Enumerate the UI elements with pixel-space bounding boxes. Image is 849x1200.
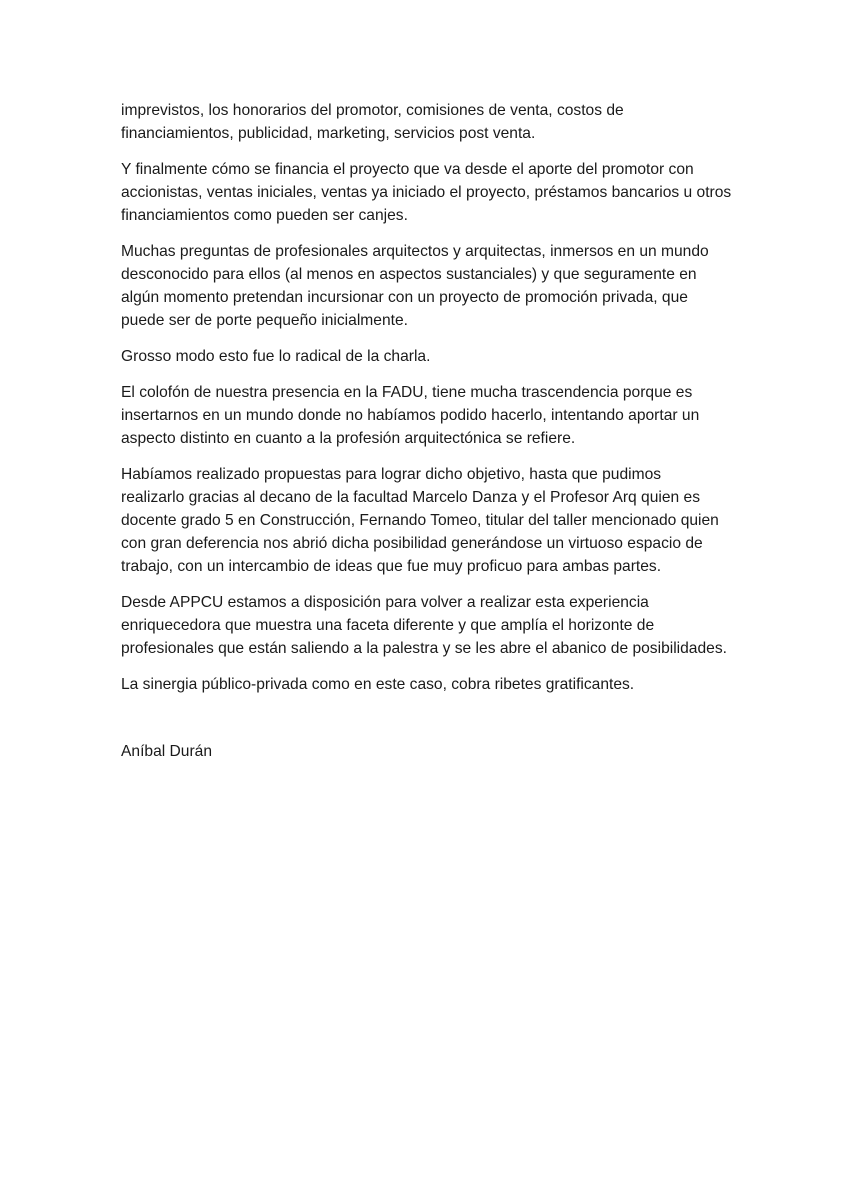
text-line: aspecto distinto en cuanto a la profesión arquitectónica se refiere. <box>121 430 576 447</box>
text-line: financiamientos como pueden ser canjes. <box>121 207 408 224</box>
text-line: La sinergia público-privada como en este caso, cobra ribetes gratificantes. <box>121 676 635 693</box>
text-line: Y finalmente cómo se financia el proyecto que va desde el aporte del promotor con <box>121 161 694 178</box>
text-line: imprevistos, los honorarios del promotor, comisiones de venta, costos de <box>121 102 624 119</box>
document-body <box>121 99 739 763</box>
text-line: docente grado 5 en Construcción, Fernando Tomeo, titular del taller mencionado quien <box>121 512 719 529</box>
paragraph-summary <box>121 345 739 368</box>
text-line: Grosso modo esto fue lo radical de la charla. <box>121 348 431 365</box>
text-line: financiamientos, publicidad, marketing, servicios post venta. <box>121 125 536 142</box>
paragraph-costs <box>121 99 739 145</box>
text-line: profesionales que están saliendo a la palestra y se les abre el abanico de posibilidades. <box>121 640 727 657</box>
text-line: enriquecedora que muestra una faceta diferente y que amplía el horizonte de <box>121 617 655 634</box>
text-line: desconocido para ellos (al menos en aspectos sustanciales) y que seguramente en <box>121 266 697 283</box>
paragraph-financing <box>121 158 739 227</box>
author-signature: Aníbal Durán <box>121 743 213 760</box>
text-line: puede ser de porte pequeño inicialmente. <box>121 312 408 329</box>
text-line: con gran deferencia nos abrió dicha posibilidad generándose un virtuoso espacio de <box>121 535 703 552</box>
paragraph-colophon <box>121 381 739 450</box>
text-line: Muchas preguntas de profesionales arquitectos y arquitectas, inmersos en un mundo <box>121 243 709 260</box>
text-line: trabajo, con un intercambio de ideas que fue muy proficuo para ambas partes. <box>121 558 662 575</box>
text-line: Desde APPCU estamos a disposición para volver a realizar esta experiencia <box>121 594 649 611</box>
text-line: realizarlo gracias al decano de la facultad Marcelo Danza y el Profesor Arq quien es <box>121 489 701 506</box>
paragraph-proposals <box>121 463 739 578</box>
paragraph-questions <box>121 240 739 332</box>
text-line: algún momento pretendan incursionar con un proyecto de promoción privada, que <box>121 289 688 306</box>
paragraph-appcu <box>121 591 739 660</box>
text-line: El colofón de nuestra presencia en la FADU, tiene mucha trascendencia porque es <box>121 384 693 401</box>
paragraph-synergy <box>121 673 739 696</box>
text-line: insertarnos en un mundo donde no habíamos podido hacerlo, intentando aportar un <box>121 407 700 424</box>
text-line: accionistas, ventas iniciales, ventas ya iniciado el proyecto, préstamos bancarios u otros <box>121 184 732 201</box>
text-line: Habíamos realizado propuestas para lograr dicho objetivo, hasta que pudimos <box>121 466 662 483</box>
